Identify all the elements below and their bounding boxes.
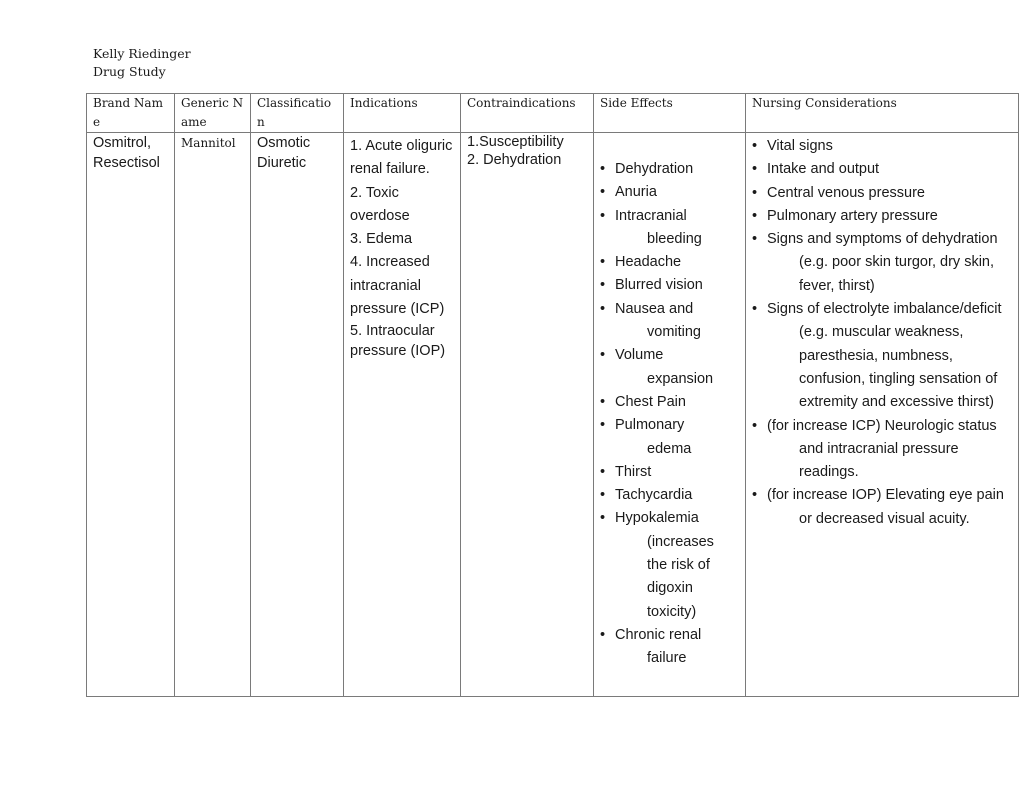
nursing-considerations-list <box>752 133 1012 531</box>
list-item: • Vital signs <box>752 135 1012 158</box>
header-generic-name: Generic Name <box>175 94 251 133</box>
bullet-icon: • <box>600 184 606 201</box>
indication-item: 3. Edema <box>350 231 413 248</box>
list-item: • Pulmonary edema <box>600 414 739 461</box>
list-item: • Signs of electrolyte imbalance/deficit (e.g. muscular weakness, paresthesia, numbness, confusion, tingling sensation of extremity and excessive thirst) <box>752 298 1012 414</box>
header-contraindications: Contraindications <box>461 94 594 133</box>
brand-name-cell: Osmitrol, Resectisol <box>87 133 175 697</box>
bullet-icon: • <box>600 277 606 294</box>
list-item: • Hypokalemia (increases the risk of digoxin toxicity) <box>600 507 739 623</box>
list-item: • Anuria <box>600 181 739 204</box>
header-nursing-considerations: Nursing Considerations <box>746 94 1019 133</box>
indication-item: 1. Acute oliguric renal failure. <box>350 138 453 178</box>
bullet-icon: • <box>600 417 606 434</box>
bullet-icon: • <box>600 393 606 410</box>
list-item: • (for increase ICP) Neurologic status and intracranial pressure readings. <box>752 415 1012 485</box>
classification-cell: Osmotic Diuretic <box>251 133 344 697</box>
drug-study-table <box>86 93 1019 697</box>
bullet-icon: • <box>600 300 606 317</box>
bullet-icon: • <box>752 417 758 434</box>
indication-item: 5. Intraocular pressure (IOP) <box>350 323 446 360</box>
author-name: Kelly Riedinger <box>93 46 191 61</box>
bullet-icon: • <box>600 254 606 271</box>
contraindication-item: 1.Susceptibility <box>467 134 564 150</box>
table-header-row <box>87 94 1019 133</box>
bullet-icon: • <box>600 487 606 504</box>
bullet-icon: • <box>600 347 606 364</box>
header-brand-name: Brand Name <box>87 94 175 133</box>
indication-item: 2. Toxic overdose <box>350 184 410 224</box>
bullet-icon: • <box>600 207 606 224</box>
header-indications: Indications <box>344 94 461 133</box>
bullet-icon: • <box>752 138 758 154</box>
list-item: • Pulmonary artery pressure <box>752 205 1012 228</box>
bullet-icon: • <box>600 463 606 480</box>
list-item: • Chronic renal failure <box>600 624 739 671</box>
header-classification: Classification <box>251 94 344 133</box>
nursing-considerations-cell <box>746 133 1019 697</box>
document-title: Drug Study <box>93 64 166 79</box>
bullet-icon: • <box>752 231 758 248</box>
bullet-icon: • <box>752 207 758 224</box>
table-row <box>87 133 1019 697</box>
list-item: • Dehydration <box>600 158 739 181</box>
bullet-icon: • <box>752 184 758 201</box>
bullet-icon: • <box>600 161 606 177</box>
list-item: • Tachycardia <box>600 484 739 507</box>
bullet-icon: • <box>600 626 606 643</box>
list-item: • Headache <box>600 251 739 274</box>
indication-item: 4. Increased intracranial pressure (ICP) <box>350 254 445 318</box>
document-header <box>93 45 191 81</box>
list-item: • Volume expansion <box>600 344 739 391</box>
bullet-icon: • <box>752 301 758 318</box>
indications-cell <box>344 133 461 697</box>
bullet-icon: • <box>752 487 758 504</box>
contraindications-cell <box>461 133 594 697</box>
header-side-effects: Side Effects <box>594 94 746 133</box>
side-effects-list <box>600 133 739 671</box>
indications-list <box>350 133 454 361</box>
contraindication-item: 2. Dehydration <box>467 152 562 168</box>
list-item: • Nausea and vomiting <box>600 298 739 345</box>
bullet-icon: • <box>600 510 606 527</box>
list-item: • (for increase IOP) Elevating eye pain or decreased visual acuity. <box>752 484 1012 531</box>
list-item: • Thirst <box>600 461 739 484</box>
list-item: • Intake and output <box>752 158 1012 181</box>
list-item: • Signs and symptoms of dehydration (e.g. poor skin turgor, dry skin, fever, thirst) <box>752 228 1012 298</box>
list-item: • Central venous pressure <box>752 182 1012 205</box>
list-item: • Blurred vision <box>600 274 739 297</box>
list-item: • Chest Pain <box>600 391 739 414</box>
side-effects-cell <box>594 133 746 697</box>
bullet-icon: • <box>752 161 758 178</box>
list-item: • Intracranial bleeding <box>600 205 739 252</box>
generic-name-cell: Mannitol <box>175 133 251 697</box>
